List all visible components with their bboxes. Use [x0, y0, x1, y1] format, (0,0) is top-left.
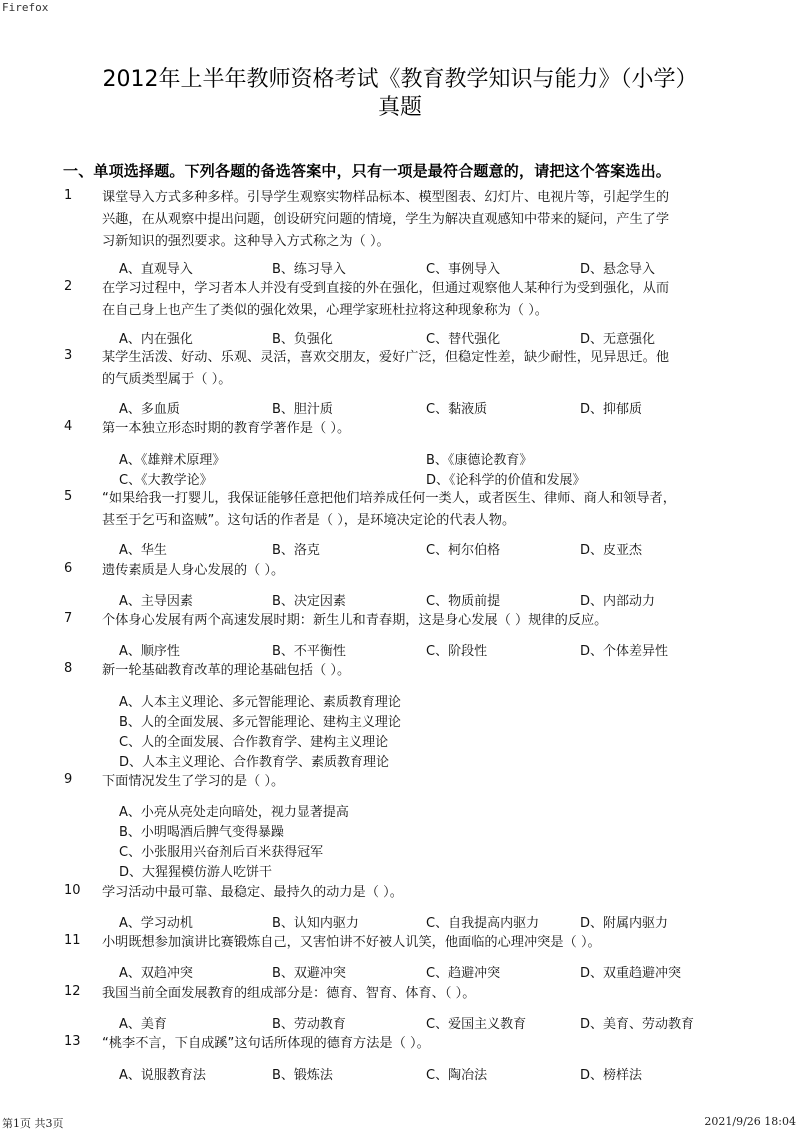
answer-option: A、内在强化 [119, 332, 193, 347]
question-stem [102, 660, 714, 682]
question-stem-line: 小明既想参加演讲比赛锻炼自己，又害怕讲不好被人讥笑，他面临的心理冲突是（ ）。 [102, 935, 601, 950]
answer-option: B、双避冲突 [272, 966, 346, 981]
question-number: 12 [64, 984, 81, 999]
print-timestamp: 2021/9/26 18:04 [704, 1115, 796, 1128]
answer-option: B、洛克 [272, 543, 320, 558]
question-stem-line: 兴趣，在从观察中提出问题，创设研究问题的情境，学生为解决直观感知中带来的疑问，产生了学 [102, 212, 670, 227]
section-heading: 一、单项选择题。下列各题的备选答案中，只有一项是最符合题意的，请把这个答案选出。 [63, 162, 672, 180]
question-stem-line: 遗传素质是人身心发展的（ ）。 [102, 563, 285, 578]
answer-option: D、附属内驱力 [580, 916, 669, 931]
question-number: 7 [64, 611, 73, 626]
answer-option: B、决定因素 [272, 594, 346, 609]
answer-option: A、说服教育法 [119, 1068, 206, 1083]
answer-option: A、《雄辩术原理》 [119, 453, 226, 468]
answer-option: A、主导因素 [119, 594, 193, 609]
question-number: 8 [64, 661, 73, 676]
answer-option: A、顺序性 [119, 644, 180, 659]
answer-option: C、阶段性 [426, 644, 488, 659]
answer-option: C、小张服用兴奋剂后百米获得冠军 [119, 845, 324, 860]
question-stem [102, 278, 714, 322]
question-stem [102, 932, 714, 954]
question-stem [102, 771, 714, 793]
question-stem-line: 甚至于乞丐和盗贼”。这句话的作者是（ ），是环境决定论的代表人物。 [102, 513, 516, 528]
question-stem [102, 187, 714, 253]
answer-option: B、劳动教育 [272, 1017, 346, 1032]
question-stem-line: 在自己身上也产生了类似的强化效果，心理学家班杜拉将这种现象称为（ ）。 [102, 303, 548, 318]
question-stem [102, 560, 714, 582]
question-number: 9 [64, 772, 73, 787]
answer-option: C、趋避冲突 [426, 966, 501, 981]
answer-option: C、人的全面发展、合作教育学、建构主义理论 [119, 735, 389, 750]
question-stem-line: 学习活动中最可靠、最稳定、最持久的动力是（ ）。 [102, 885, 403, 900]
question-number: 11 [64, 933, 81, 948]
question-stem-line: 的气质类型属于（ ）。 [102, 372, 232, 387]
answer-option: C、爱国主义教育 [426, 1017, 527, 1032]
answer-option: C、自我提高内驱力 [426, 916, 540, 931]
question-stem-line: 个体身心发展有两个高速发展时期：新生儿和青春期，这是身心发展（ ）规律的反应。 [102, 613, 608, 628]
answer-option: A、学习动机 [119, 916, 193, 931]
question-number: 13 [64, 1034, 81, 1049]
question-stem-line: “桃李不言，下自成蹊”这句话所体现的德育方法是（ ）。 [102, 1036, 430, 1051]
question-stem [102, 610, 714, 632]
answer-option: B、不平衡性 [272, 644, 346, 659]
title-line-2: 真题 [377, 95, 422, 120]
answer-option: B、锻炼法 [272, 1068, 333, 1083]
question-stem-line: 下面情况发生了学习的是（ ）。 [102, 774, 285, 789]
answer-option: C、物质前提 [426, 594, 501, 609]
question-stem [102, 488, 714, 532]
question-stem-line: 新一轮基础教育改革的理论基础包括（ ）。 [102, 663, 351, 678]
answer-option: D、抑郁质 [580, 402, 643, 417]
answer-option: A、人本主义理论、多元智能理论、素质教育理论 [119, 695, 401, 710]
answer-option: A、双趋冲突 [119, 966, 193, 981]
answer-option: B、小明喝酒后脾气变得暴躁 [119, 825, 284, 840]
answer-option: D、个体差异性 [580, 644, 669, 659]
answer-option: D、双重趋避冲突 [580, 966, 682, 981]
page-indicator: 第1页 共3页 [2, 1117, 64, 1130]
question-number: 5 [64, 489, 73, 504]
question-stem-line: 某学生活泼、好动、乐观、灵活，喜欢交朋友，爱好广泛，但稳定性差，缺少耐性，见异思迁。他 [102, 350, 670, 365]
title-line-1: 2012年上半年教师资格考试《教育教学知识与能力》（小学） [102, 67, 698, 92]
answer-option: B、练习导入 [272, 262, 346, 277]
answer-option: D、人本主义理论、合作教育学、素质教育理论 [119, 755, 390, 770]
question-number: 10 [64, 883, 81, 898]
answer-option: D、大猩猩模仿游人吃饼干 [119, 865, 273, 880]
answer-option: A、小亮从亮处走向暗处，视力显著提高 [119, 805, 349, 820]
answer-option: B、负强化 [272, 332, 333, 347]
question-stem-line: 课堂导入方式多种多样。引导学生观察实物样品标本、模型图表、幻灯片、电视片等，引起学生的 [102, 190, 670, 205]
question-stem-line: 第一本独立形态时期的教育学著作是（ ）。 [102, 421, 351, 436]
answer-option: D、内部动力 [580, 594, 656, 609]
answer-option: B、《康德论教育》 [426, 453, 533, 468]
answer-option: B、人的全面发展、多元智能理论、建构主义理论 [119, 715, 401, 730]
answer-option: D、无意强化 [580, 332, 656, 347]
answer-option: D、美育、劳动教育 [580, 1017, 695, 1032]
question-number: 1 [64, 188, 73, 203]
answer-option: C、《大教学论》 [119, 473, 213, 488]
answer-option: D、悬念导入 [580, 262, 656, 277]
answer-option: C、替代强化 [426, 332, 501, 347]
question-number: 4 [64, 419, 73, 434]
answer-option: C、事例导入 [426, 262, 501, 277]
answer-option: D、皮亚杰 [580, 543, 643, 558]
answer-option: D、《论科学的价值和发展》 [426, 473, 586, 488]
answer-option: C、陶冶法 [426, 1068, 488, 1083]
question-stem-line: 习新知识的强烈要求。这种导入方式称之为（ ）。 [102, 234, 390, 249]
question-stem-line: “如果给我一打婴儿，我保证能够任意把他们培养成任何一类人，或者医生、律师、商人和领导者， [102, 491, 676, 506]
answer-option: A、直观导入 [119, 262, 193, 277]
question-stem [102, 418, 714, 440]
answer-option: A、华生 [119, 543, 167, 558]
answer-option: B、认知内驱力 [272, 916, 359, 931]
question-number: 6 [64, 561, 73, 576]
question-number: 2 [64, 279, 73, 294]
answer-option: C、柯尔伯格 [426, 543, 501, 558]
answer-option: D、榜样法 [580, 1068, 643, 1083]
question-stem [102, 983, 714, 1005]
question-stem [102, 347, 714, 391]
question-number: 3 [64, 348, 73, 363]
question-stem [102, 1033, 714, 1055]
answer-option: A、多血质 [119, 402, 180, 417]
answer-option: A、美育 [119, 1017, 167, 1032]
question-stem [102, 882, 714, 904]
browser-title: Firefox [2, 1, 49, 14]
answer-option: B、胆汁质 [272, 402, 333, 417]
question-stem-line: 在学习过程中，学习者本人并没有受到直接的外在强化，但通过观察他人某种行为受到强化，从而 [102, 281, 670, 296]
question-stem-line: 我国当前全面发展教育的组成部分是：德育、智育、体育、（ ）。 [102, 986, 476, 1001]
answer-option: C、黏液质 [426, 402, 488, 417]
